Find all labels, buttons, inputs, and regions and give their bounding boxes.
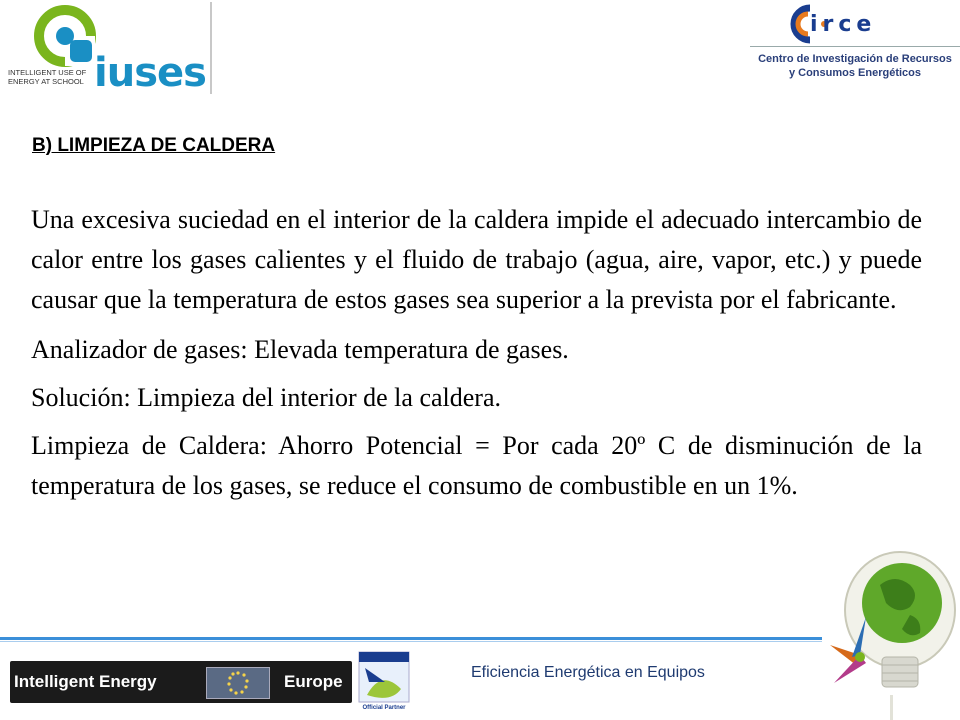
content-body	[31, 200, 922, 514]
circe-wordmark: irce	[810, 12, 877, 37]
circe-subtitle	[750, 52, 960, 80]
banner-left-text: Intelligent Energy	[14, 672, 157, 691]
partner-label: Official Partner	[362, 705, 406, 711]
footer-title: Eficiencia Energética en Equipos	[471, 664, 705, 681]
lightbulb-globe-icon	[820, 545, 960, 720]
paragraph-savings: Limpieza de Caldera: Ahorro Potencial = Por cada 20º C de disminución de la temperatura de los gases, se reduce el consumo de combustible en un 1%.	[31, 431, 922, 500]
footer-rule	[0, 637, 822, 640]
eu-flag-icon	[206, 667, 270, 699]
logo-divider	[210, 2, 212, 94]
paragraph-analyzer: Analizador de gases: Elevada temperatura de gases.	[31, 335, 569, 364]
iuses-wordmark: iuses	[94, 50, 206, 96]
circe-logo	[750, 2, 960, 97]
intelligent-energy-banner	[10, 661, 352, 703]
circe-rule	[750, 46, 960, 47]
paragraph-description: Una excesiva suciedad en el interior de la caldera impide el adecuado intercambio de calor entre los gases calientes y el fluido de trabajo (agua, aire, vapor, etc.) y puede causar que la temperatura de estos gases sea superior a la prevista por el fabricante.	[31, 205, 922, 314]
section-title: B) LIMPIEZA DE CALDERA	[32, 135, 276, 156]
iuses-logo	[2, 2, 212, 94]
circe-subtitle-line1: Centro de Investigación de Recursos	[758, 53, 952, 65]
circe-subtitle-line2: y Consumos Energéticos	[788, 67, 922, 79]
paragraph-solution: Solución: Limpieza del interior de la caldera.	[31, 383, 501, 412]
official-partner-logo	[357, 650, 411, 716]
iuses-tagline: INTELLIGENT USE OF ENERGY AT SCHOOL	[8, 68, 87, 86]
partner-emblem-icon	[357, 650, 411, 704]
footer-rule-thin	[0, 641, 822, 642]
banner-right-text: Europe	[284, 672, 343, 691]
